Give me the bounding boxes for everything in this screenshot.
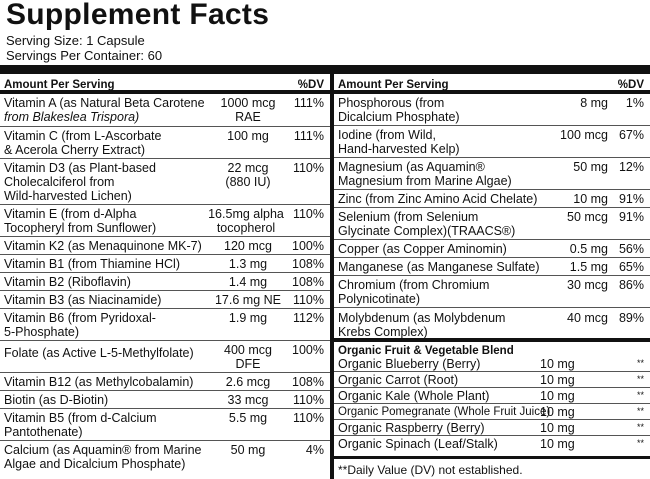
nutrient-unit: RAE — [235, 110, 261, 124]
nutrient-name: Calcium (as Aquamin® from Marine — [4, 443, 202, 457]
nutrient-name: Vitamin E (from d-Alpha — [4, 207, 137, 221]
nutrient-row — [334, 240, 650, 258]
nutrient-row — [334, 126, 650, 158]
nutrient-dv: 91% — [618, 192, 644, 206]
nutrient-name: Vitamin B1 (from Thiamine HCl) — [4, 257, 180, 271]
blend-item-name: Organic Blueberry (Berry) — [338, 357, 481, 371]
nutrient-source: Wild-harvested Lichen) — [4, 189, 132, 203]
nutrient-dv: 100% — [292, 343, 324, 357]
nutrient-name: Magnesium (as Aquamin® — [338, 160, 485, 174]
nutrient-name: Copper (as Copper Aminomin) — [338, 242, 507, 256]
nutrient-dv: 4% — [305, 443, 324, 457]
nutrient-dv: 110% — [292, 411, 324, 425]
nutrient-dv: 65% — [618, 260, 644, 274]
nutrient-dv: 1% — [625, 96, 644, 110]
nutrient-dv: 110% — [292, 293, 324, 307]
nutrient-source: Tocopheryl from Sunflower) — [4, 221, 157, 235]
blend-item-dv: ** — [636, 374, 644, 384]
nutrient-name: Zinc (from Zinc Amino Acid Chelate) — [338, 192, 538, 206]
nutrient-name: Vitamin C (from L-Ascorbate — [4, 129, 162, 143]
nutrient-unit: tocopherol — [216, 221, 276, 235]
blend-row — [334, 388, 650, 404]
nutrient-name: Vitamin B2 (Riboflavin) — [4, 275, 131, 289]
nutrient-amount: 50 mg — [230, 443, 266, 457]
blend-item-amount: 10 mg — [540, 357, 575, 371]
nutrient-unit: (880 IU) — [225, 175, 271, 189]
blend-row — [334, 420, 650, 436]
blend-item-amount: 10 mg — [540, 389, 575, 403]
nutrient-dv: 110% — [292, 207, 324, 221]
nutrient-name: Vitamin B3 (as Niacinamide) — [4, 293, 162, 307]
nutrient-dv: 12% — [618, 160, 644, 174]
blend-header — [334, 338, 650, 356]
nutrient-dv: 89% — [618, 311, 644, 325]
blend-item-dv: ** — [636, 422, 644, 432]
nutrient-dv: 91% — [618, 210, 644, 224]
nutrient-source: Dicalcium Phosphate) — [338, 110, 460, 124]
nutrient-row — [0, 273, 330, 291]
nutrient-row — [0, 409, 330, 441]
nutrient-amount: 1.3 mg — [228, 257, 268, 271]
serving-size: Serving Size: 1 Capsule — [6, 33, 145, 48]
nutrient-source: 5-Phosphate) — [4, 325, 80, 339]
nutrient-row — [334, 276, 650, 308]
nutrient-row — [0, 441, 330, 475]
nutrient-source: & Acerola Cherry Extract) — [4, 143, 146, 157]
nutrient-amount: 1.4 mg — [228, 275, 268, 289]
panel-title: Supplement Facts — [6, 0, 270, 31]
nutrient-unit: DFE — [235, 357, 261, 371]
blend-item-amount: 10 mg — [540, 437, 575, 451]
nutrient-source: Algae and Dicalcium Phosphate) — [4, 457, 186, 471]
nutrient-amount: 50 mcg — [567, 210, 608, 224]
nutrient-amount: 100 mcg — [560, 128, 608, 142]
nutrient-amount: 2.6 mcg — [225, 375, 271, 389]
blend-item-name: Organic Spinach (Leaf/Stalk) — [338, 437, 498, 451]
nutrient-name: Chromium (from Chromium — [338, 278, 490, 292]
nutrient-dv: 112% — [292, 311, 324, 325]
blend-item-amount: 10 mg — [540, 405, 575, 419]
blend-row — [334, 372, 650, 388]
blend-row — [334, 404, 650, 420]
nutrient-row — [0, 237, 330, 255]
nutrient-dv: 110% — [292, 161, 324, 175]
blend-item-name: Organic Raspberry (Berry) — [338, 421, 485, 435]
nutrient-row — [0, 373, 330, 391]
right-header — [334, 74, 650, 94]
blend-item-name: Organic Pomegranate (Whole Fruit Juice) — [338, 406, 551, 418]
blend-item-name: Organic Kale (Whole Plant) — [338, 389, 490, 403]
nutrient-amount: 120 mcg — [224, 239, 272, 253]
nutrient-row — [0, 255, 330, 273]
nutrient-amount: 0.5 mg — [569, 242, 608, 256]
nutrient-row — [334, 208, 650, 240]
nutrient-dv: 67% — [618, 128, 644, 142]
nutrient-source: Pantothenate) — [4, 425, 83, 439]
nutrient-amount: 400 mcg — [224, 343, 272, 357]
nutrient-dv: 56% — [618, 242, 644, 256]
blend-row — [334, 356, 650, 372]
nutrient-row — [0, 291, 330, 309]
nutrient-dv: 108% — [292, 257, 324, 271]
nutrient-dv: 110% — [292, 393, 324, 407]
nutrient-dv: 86% — [618, 278, 644, 292]
nutrient-amount: 1.9 mg — [228, 311, 268, 325]
nutrient-name: Vitamin K2 (as Menaquinone MK-7) — [4, 239, 202, 253]
header-amount: Amount Per Serving — [4, 79, 115, 91]
blend-item-dv: ** — [636, 390, 644, 400]
nutrient-name: Vitamin B5 (from d-Calcium — [4, 411, 157, 425]
header-dv: %DV — [617, 79, 644, 91]
nutrient-source: Polynicotinate) — [338, 292, 420, 306]
nutrient-source: Cholecalciferol from — [4, 175, 115, 189]
nutrient-amount: 16.5mg alpha — [208, 207, 284, 221]
nutrient-row — [0, 205, 330, 237]
nutrient-name: Vitamin B6 (from Pyridoxal- — [4, 311, 156, 325]
nutrient-amount: 40 mcg — [567, 311, 608, 325]
left-column — [0, 74, 330, 479]
nutrient-amount: 10 mg — [573, 192, 608, 206]
nutrient-name: Biotin (as D-Biotin) — [4, 393, 109, 407]
blend-item-dv: ** — [636, 406, 644, 416]
nutrient-name: Vitamin A (as Natural Beta Carotene — [4, 96, 205, 110]
nutrient-amount: 30 mcg — [567, 278, 608, 292]
footnote — [334, 456, 650, 477]
nutrient-dv: 111% — [293, 129, 324, 143]
nutrient-amount: 1000 mcg — [220, 96, 276, 110]
nutrient-row — [334, 190, 650, 208]
nutrient-name: Manganese (as Manganese Sulfate) — [338, 260, 540, 274]
nutrient-amount: 22 mcg — [227, 161, 269, 175]
nutrient-source: Krebs Complex) — [338, 325, 428, 339]
blend-item-amount: 10 mg — [540, 421, 575, 435]
blend-item-dv: ** — [636, 358, 644, 368]
nutrient-row — [334, 94, 650, 126]
blend-row — [334, 436, 650, 452]
header-amount: Amount Per Serving — [338, 79, 449, 91]
nutrient-row — [0, 94, 330, 127]
nutrient-row — [0, 159, 330, 205]
nutrient-row — [334, 308, 650, 338]
nutrient-dv: 111% — [293, 96, 324, 110]
nutrient-dv: 108% — [292, 375, 324, 389]
nutrient-name: Molybdenum (as Molybdenum — [338, 311, 506, 325]
blend-title: Organic Fruit & Vegetable Blend — [338, 345, 514, 357]
nutrient-dv: 100% — [292, 239, 324, 253]
blend-item-dv: ** — [636, 438, 644, 448]
footnote-text: **Daily Value (DV) not established. — [338, 463, 523, 477]
left-header — [0, 74, 330, 94]
nutrient-name: Phosphorous (from — [338, 96, 445, 110]
nutrient-amount: 5.5 mg — [228, 411, 268, 425]
right-column — [334, 74, 650, 479]
nutrient-source: Magnesium from Marine Algae) — [338, 174, 512, 188]
blend-item-name: Organic Carrot (Root) — [338, 373, 459, 387]
servings-per-container: Servings Per Container: 60 — [6, 48, 163, 63]
header-dv: %DV — [297, 79, 324, 91]
nutrient-row — [0, 309, 330, 341]
nutrient-row — [334, 158, 650, 190]
nutrient-row — [0, 391, 330, 409]
nutrient-name: Vitamin B12 (as Methylcobalamin) — [4, 375, 194, 389]
nutrient-dv: 108% — [292, 275, 324, 289]
nutrient-amount: 17.6 mg NE — [214, 293, 281, 307]
nutrient-row — [0, 341, 330, 373]
nutrient-name: Selenium (from Selenium — [338, 210, 479, 224]
nutrient-name: Iodine (from Wild, — [338, 128, 436, 142]
nutrient-amount: 50 mg — [573, 160, 608, 174]
nutrient-name: Folate (as Active L-5-Methylfolate) — [4, 346, 194, 360]
nutrient-name: Vitamin D3 (as Plant-based — [4, 161, 156, 175]
top-thick-bar — [0, 65, 650, 74]
nutrient-amount: 33 mcg — [227, 393, 269, 407]
nutrient-row — [334, 258, 650, 276]
nutrient-source: Hand-harvested Kelp) — [338, 142, 460, 156]
nutrient-amount: 8 mg — [580, 96, 608, 110]
nutrient-amount: 1.5 mg — [569, 260, 608, 274]
nutrient-source: Glycinate Complex)(TRAACS®) — [338, 224, 516, 238]
nutrient-amount: 100 mg — [227, 129, 269, 143]
nutrient-source: from Blakeslea Trispora) — [4, 110, 140, 124]
blend-item-amount: 10 mg — [540, 373, 575, 387]
nutrient-row — [0, 127, 330, 159]
